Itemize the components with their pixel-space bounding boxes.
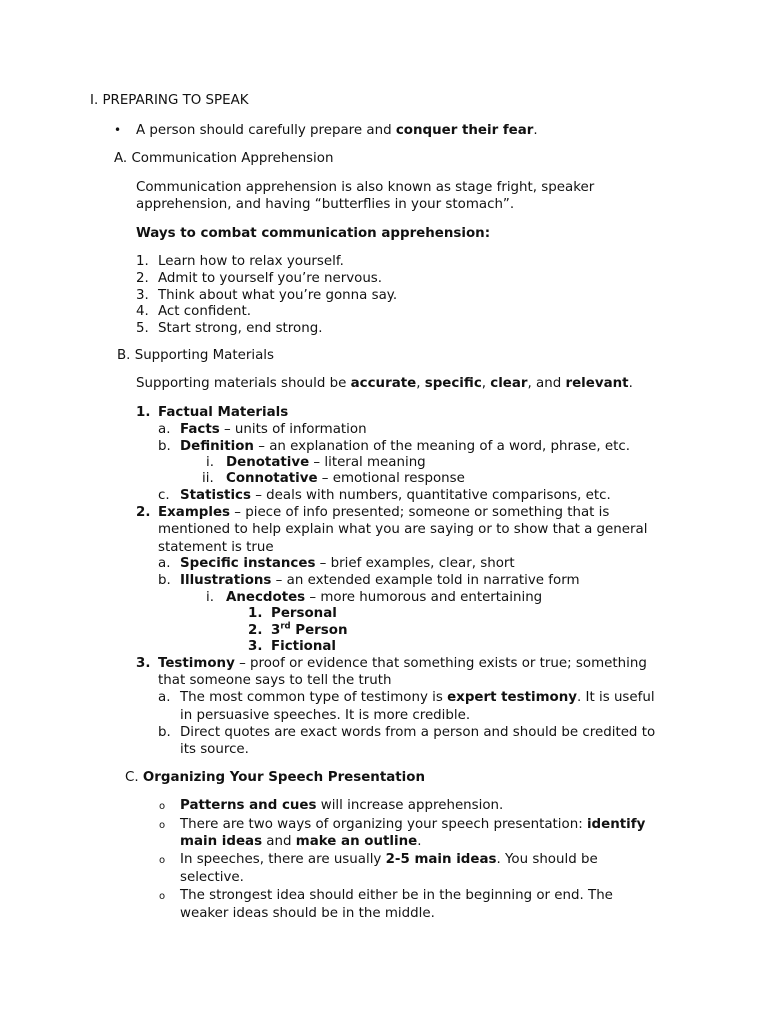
facts-item: Facts – units of information [180,422,367,437]
list-item: Admit to yourself you’re nervous. [158,271,383,286]
circle-bullet-icon: o [159,855,166,866]
organizing-item: The strongest idea should either be in the beginning or end. The [180,888,613,903]
list-marker: a. [158,422,171,437]
list-number: 3. [136,656,151,671]
anecdote-type: 3rd Person [271,621,348,638]
list-marker: c. [158,488,170,503]
list-item-number: 4. [136,304,149,319]
ways-heading: Ways to combat communication apprehension: [136,226,491,241]
anecdotes-item: Anecdotes – more humorous and entertaining [226,590,543,605]
illustrations-item: Illustrations – an extended example told in narrative form [180,573,580,588]
list-item: Think about what you’re gonna say. [158,288,398,303]
examples-line: mentioned to help explain what you are saying or to show that a general [158,522,648,537]
list-item-number: 3. [136,288,149,303]
list-item-number: 2. [136,271,149,286]
list-marker: b. [158,725,171,740]
factual-materials-title: Factual Materials [158,405,289,420]
circle-bullet-icon: o [159,820,166,831]
list-marker: b. [158,439,171,454]
paragraph-line: Communication apprehension is also known as stage fright, speaker [136,180,595,195]
list-number: 1. [248,606,263,621]
organizing-item: In speeches, there are usually 2-5 main ideas. You should be [180,852,598,867]
expert-testimony-line: The most common type of testimony is expert testimony. It is useful [180,690,655,705]
supporting-materials-intro: Supporting materials should be accurate, specific, clear, and relevant. [136,376,633,391]
intro-line: A person should carefully prepare and conquer their fear. [136,123,538,138]
testimony-line: that someone says to tell the truth [158,673,392,688]
statistics-item: Statistics – deals with numbers, quantitative comparisons, etc. [180,488,611,503]
anecdote-type: Fictional [271,639,337,654]
paragraph-line: apprehension, and having “butterflies in your stomach”. [136,197,515,212]
list-marker: ii. [202,471,214,486]
list-marker: b. [158,573,171,588]
specific-instances-item: Specific instances – brief examples, clear, short [180,556,515,571]
examples-line: statement is true [158,540,274,555]
circle-bullet-icon: o [159,801,166,812]
list-marker: i. [206,590,214,605]
subheading-communication-apprehension: A. Communication Apprehension [114,151,334,166]
list-item-number: 1. [136,254,149,269]
list-item-number: 5. [136,321,149,336]
subheading-organizing-speech: C. Organizing Your Speech Presentation [125,770,426,785]
list-number: 2. [136,505,151,520]
anecdote-type: Personal [271,606,337,621]
organizing-item: main ideas and make an outline. [180,834,422,849]
section-heading-preparing-to-speak: I. PREPARING TO SPEAK [90,93,249,108]
direct-quotes-line: its source. [180,742,249,757]
list-marker: a. [158,690,171,705]
circle-bullet-icon: o [159,891,166,902]
list-number: 2. [248,623,263,638]
denotative-item: Denotative – literal meaning [226,455,426,470]
subheading-supporting-materials: B. Supporting Materials [117,348,274,363]
organizing-item: weaker ideas should be in the middle. [180,906,435,921]
organizing-item: There are two ways of organizing your speech presentation: identify [180,817,646,832]
organizing-item: Patterns and cues will increase apprehension. [180,798,504,813]
organizing-item: selective. [180,870,244,885]
list-marker: i. [206,455,214,470]
connotative-item: Connotative – emotional response [226,471,465,486]
direct-quotes-line: Direct quotes are exact words from a person and should be credited to [180,725,656,740]
list-number: 3. [248,639,263,654]
list-item: Learn how to relax yourself. [158,254,344,269]
list-item: Start strong, end strong. [158,321,323,336]
expert-testimony-line: in persuasive speeches. It is more credible. [180,708,471,723]
definition-item: Definition – an explanation of the meaning of a word, phrase, etc. [180,439,631,454]
testimony-line: Testimony – proof or evidence that something exists or true; something [158,656,647,671]
list-item: Act confident. [158,304,252,319]
bullet-icon: • [114,123,122,137]
examples-line: Examples – piece of info presented; someone or something that is [158,505,610,520]
list-number: 1. [136,405,151,420]
list-marker: a. [158,556,171,571]
